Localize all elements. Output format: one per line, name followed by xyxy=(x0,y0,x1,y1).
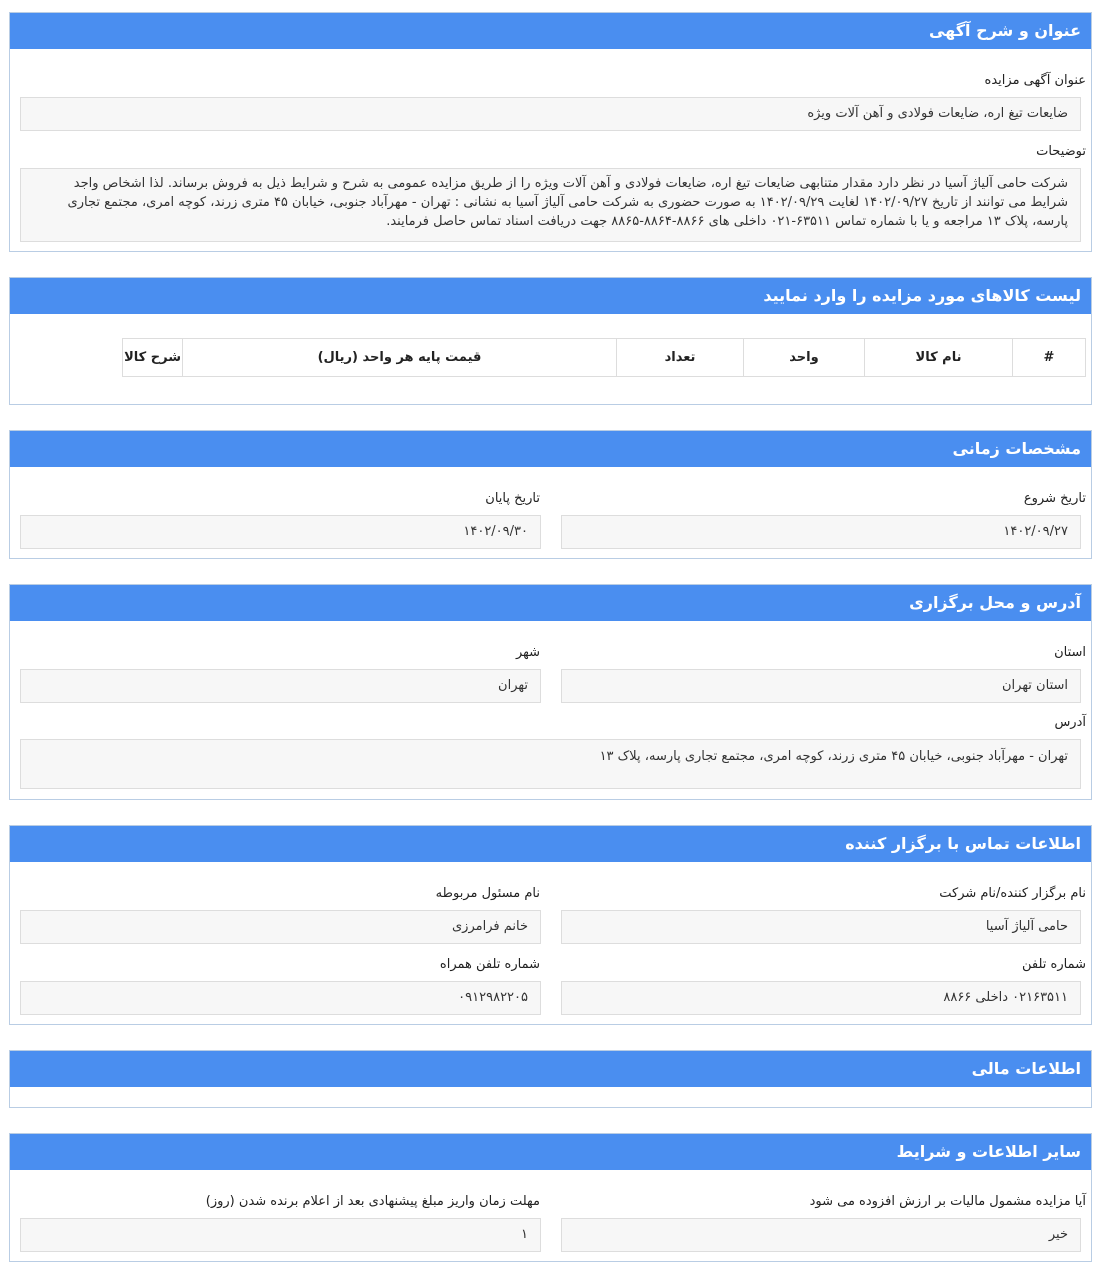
company-name-field[interactable]: حامی آلیاژ آسیا xyxy=(561,910,1081,944)
phone-label: شماره تلفن xyxy=(1022,957,1086,972)
address-field[interactable]: تهران - مهرآباد جنوبی، خیابان ۴۵ متری زرند، کوچه امری، مجتمع تجاری پارسه، پلاک ۱۳ xyxy=(20,739,1081,789)
col-item-name: نام کالا xyxy=(865,339,1013,377)
time-section xyxy=(9,430,1092,559)
phone-field[interactable]: ۰۲۱۶۳۵۱۱ داخلی ۸۸۶۶ xyxy=(561,981,1081,1015)
contact-section xyxy=(9,825,1092,1025)
ad-title-field[interactable]: ضایعات تیغ اره، ضایعات فولادی و آهن آلات ویژه xyxy=(20,97,1081,131)
start-date-label: تاریخ شروع xyxy=(1023,491,1086,506)
payment-deadline-field[interactable]: ۱ xyxy=(20,1218,541,1252)
col-quantity: تعداد xyxy=(617,339,744,377)
other-section-header: سایر اطلاعات و شرایط xyxy=(10,1134,1091,1170)
company-name-label: نام برگزار کننده/نام شرکت xyxy=(939,886,1086,901)
goods-section-header: لیست کالاهای مورد مزایده را وارد نمایید xyxy=(10,278,1091,314)
ad-title-label: عنوان آگهی مزایده xyxy=(984,73,1086,88)
ad-description-label: توضیحات xyxy=(1036,144,1086,159)
start-date-field[interactable]: ۱۴۰۲/۰۹/۲۷ xyxy=(561,515,1081,549)
vat-label: آیا مزایده مشمول مالیات بر ارزش افزوده می شود xyxy=(809,1194,1086,1209)
contact-person-label: نام مسئول مربوطه xyxy=(435,886,540,901)
vat-field[interactable]: خیر xyxy=(561,1218,1081,1252)
province-label: استان xyxy=(1054,645,1086,660)
time-section-header: مشخصات زمانی xyxy=(10,431,1091,467)
financial-section xyxy=(9,1050,1092,1108)
city-label: شهر xyxy=(515,645,540,660)
address-label: آدرس xyxy=(1054,715,1086,730)
goods-table-header-row xyxy=(123,339,1086,377)
city-field[interactable]: تهران xyxy=(20,669,541,703)
address-section-header: آدرس و محل برگزاری xyxy=(10,585,1091,621)
contact-person-field[interactable]: خانم فرامرزی xyxy=(20,910,541,944)
end-date-label: تاریخ پایان xyxy=(485,491,540,506)
col-base-price: قیمت پایه هر واحد (ریال) xyxy=(183,339,617,377)
payment-deadline-label: مهلت زمان واریز مبلغ پیشنهادی بعد از اعلام برنده شدن (روز) xyxy=(205,1194,540,1209)
other-section xyxy=(9,1133,1092,1262)
ad-section xyxy=(9,12,1092,252)
financial-section-header: اطلاعات مالی xyxy=(10,1051,1091,1087)
goods-section xyxy=(9,277,1092,405)
end-date-field[interactable]: ۱۴۰۲/۰۹/۳۰ xyxy=(20,515,541,549)
mobile-field[interactable]: ۰۹۱۲۹۸۲۲۰۵ xyxy=(20,981,541,1015)
ad-description-field[interactable]: شرکت حامی آلیاژ آسیا در نظر دارد مقدار متنابهی ضایعات تیغ اره، ضایعات فولادی و آهن آلات ویژه را از طریق مزایده عمومی به شرح و شرایط ذیل به فروش برساند. لذا اشخاص واجد شرایط می توانند از تاریخ ۱۴۰۲/۰۹/۲۷ لغایت ۱۴۰۲/۰۹/۲۹ به صورت حضوری به شرکت حامی آلیاژ آسیا به نشانی : تهران - مهرآباد جنوبی، خیابان ۴۵ متری زرند، کوچه امری، مجتمع تجاری پارسه، پلاک ۱۳ مراجعه و یا با شماره تماس ۶۳۵۱۱-۰۲۱ داخلی های ۸۸۶۶-۸۸۶۴-۸۸۶۵ جهت دریافت اسناد تماس حاصل فرمایند. xyxy=(20,168,1081,242)
col-item-description: شرح کالا xyxy=(123,339,183,377)
contact-section-header: اطلاعات تماس با برگزار کننده xyxy=(10,826,1091,862)
goods-table xyxy=(122,338,1086,377)
col-unit: واحد xyxy=(744,339,865,377)
province-field[interactable]: استان تهران xyxy=(561,669,1081,703)
ad-section-header: عنوان و شرح آگهی xyxy=(10,13,1091,49)
mobile-label: شماره تلفن همراه xyxy=(439,957,540,972)
col-index: # xyxy=(1013,339,1086,377)
address-section xyxy=(9,584,1092,800)
